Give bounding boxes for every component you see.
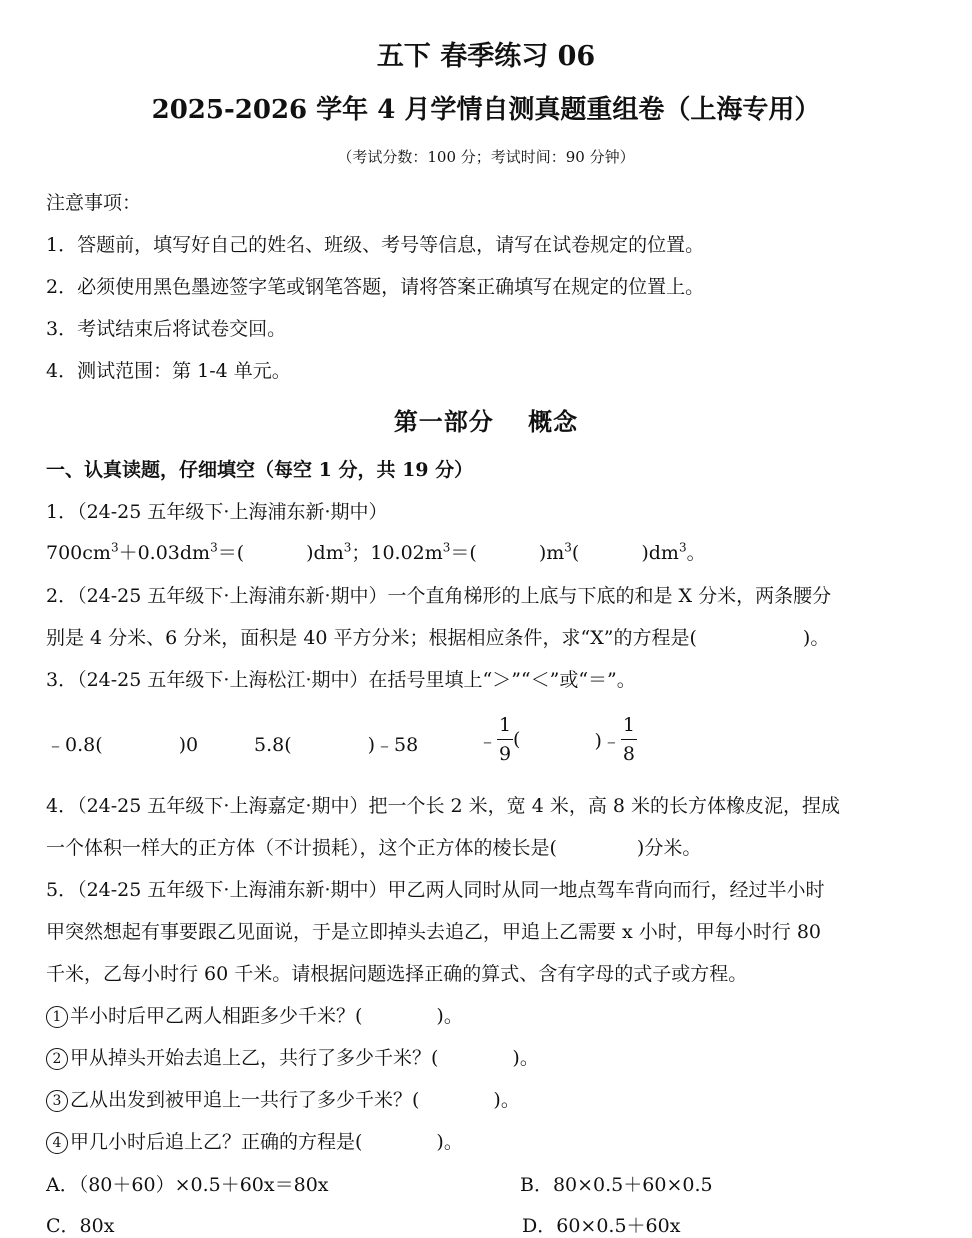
comparison-item: ﹣0.8( )0 [46,734,199,756]
comparison-item: ﹣ $\frac{1}{9}$ ( )﹣ $\frac{1}{8}$ [478,714,635,765]
question-1-body: $700cm^3+0.03dm^3=$( )$dm^3$；$10.02m^3=$( )$m^3$( )$dm^3$。 [46,540,706,564]
exam-info: （考试分数：100 分；考试时间：90 分钟） [337,148,635,166]
question-5-line1: 5．（24-25 五年级下·上海浦东新·期中）甲乙两人同时从同一地点驾车背向而行，经过半小时 [46,879,825,901]
fraction: $\frac{1}{9}$ [498,714,512,765]
question-5-line2: 甲突然想起有事要跟乙见面说，于是立即掉头去追乙，甲追上乙需要 x 小时，甲每小时行 80 [46,921,822,943]
question-3-line1: 3．（24-25 五年级下·上海松江·期中）在括号里填上“＞”“＜”或“＝”。 [46,669,636,691]
comparison-item: 5.8( )﹣58 [254,734,419,756]
note-item: 3．考试结束后将试卷交回。 [46,318,287,340]
notes-heading: 注意事项： [46,192,142,214]
question-1-source: 1．（24-25 五年级下·上海浦东新·期中） [46,501,388,523]
circle-number: 3 [46,1090,68,1112]
question-4-line1: 4．（24-25 五年级下·上海嘉定·期中）把一个长 2 米，宽 4 米，高 8 米的长方体橡皮泥，捏成 [46,795,840,817]
circle-number: 2 [46,1048,68,1070]
note-item: 4．测试范围：第 1-4 单元。 [46,360,291,382]
option-b[interactable]: B．80×0.5＋60×0.5 [520,1174,713,1196]
question-5-line3: 千米，乙每小时行 60 千米。请根据问题选择正确的算式、含有字母的式子或方程。 [46,963,748,985]
note-item: 1．答题前，填写好自己的姓名、班级、考号等信息，请写在试卷规定的位置。 [46,234,705,256]
fraction: $\frac{1}{8}$ [622,714,635,765]
section-title: 第一部分 概念 [393,407,579,436]
circle-number: 4 [46,1132,68,1154]
part-heading: 一、认真读题，仔细填空（每空 1 分，共 19 分） [46,459,474,481]
comparison-row [46,714,746,774]
exam-title: 五下 春季练习 06 [376,41,596,72]
option-a[interactable]: A．（80＋60）×0.5＋60x＝80x [46,1174,329,1196]
question-2-line1: 2．（24-25 五年级下·上海浦东新·期中）一个直角梯形的上底与下底的和是 X 分米，两条腰分 [46,585,832,607]
circle-number: 1 [46,1006,68,1028]
option-c[interactable]: C．80x [46,1215,115,1237]
option-d[interactable]: D．60×0.5＋60x [522,1215,681,1237]
note-item: 2．必须使用黑色墨迹签字笔或钢笔答题，请将答案正确填写在规定的位置上。 [46,276,705,298]
sub-question-2: 2 甲从掉头开始去追上乙，共行了多少千米？( )。 [46,1043,539,1070]
sub-question-3: 3 乙从出发到被甲追上一共行了多少千米？( )。 [46,1085,520,1112]
sub-question-4: 4 甲几小时后追上乙？正确的方程是( )。 [46,1127,463,1154]
question-2-line2: 别是 4 分米、6 分米，面积是 40 平方分米；根据相应条件，求“X”的方程是( )。 [46,627,830,649]
question-4-line2: 一个体积一样大的正方体（不计损耗），这个正方体的棱长是( )分米。 [46,837,702,859]
sub-question-1: 1 半小时后甲乙两人相距多少千米？( )。 [46,1001,463,1028]
exam-subtitle: 2025-2026 学年 4 月学情自测真题重组卷（上海专用） [151,95,821,125]
